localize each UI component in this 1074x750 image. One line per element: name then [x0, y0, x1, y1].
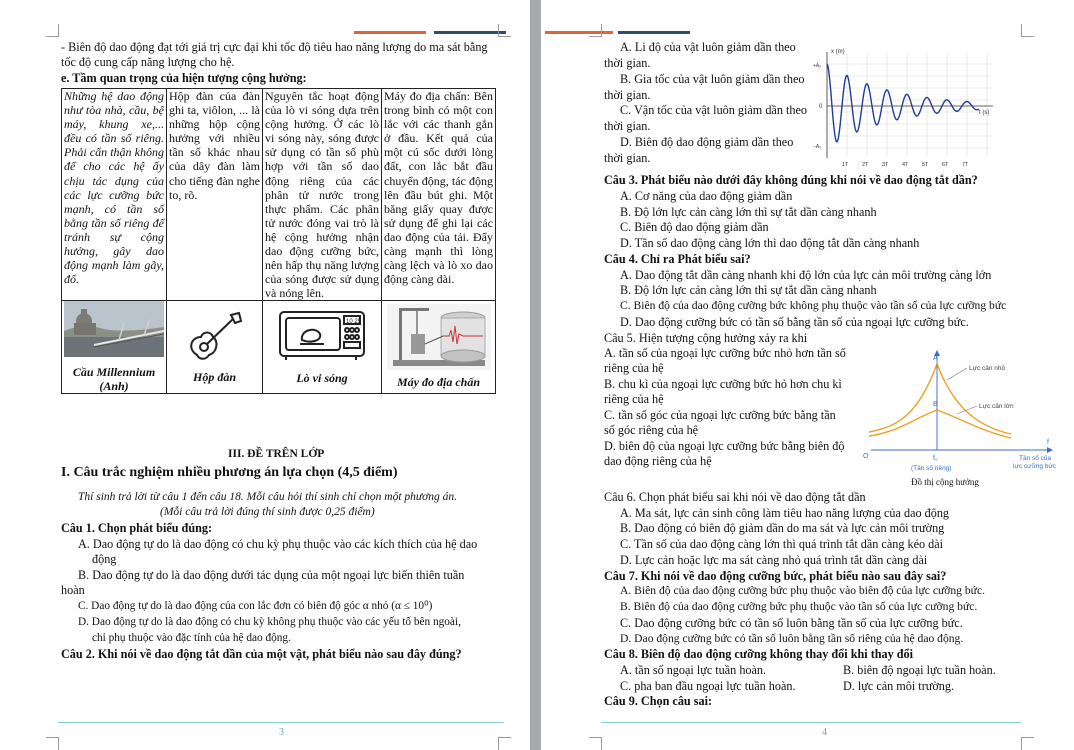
seismograph-icon: [387, 304, 491, 370]
page-number: 4: [822, 727, 827, 738]
graph-y-label: x (m): [831, 49, 845, 55]
crop-mark: [1021, 737, 1034, 750]
graph-label-large-drag: Lực cản lớn: [979, 403, 1014, 410]
crop-mark: [498, 24, 511, 37]
graph-label-f0: f₀: [933, 455, 938, 462]
header-decoration-navy: [434, 31, 506, 34]
question-2: Câu 2. Khi nói về dao động tắt dần của một vật, phát biểu nào sau đây đúng?: [61, 647, 462, 661]
table-cell-guitar: Hộp đàn của đàn ghi ta, viôlon, ... là những hộp cộng hưởng với nhiều tần số khác nhau của dây đàn làm cho tiếng đàn nghe to, rõ.: [167, 89, 263, 301]
question-1-option-c: C. Dao động tự do là dao động của con lắc đơn có biên độ góc α nhỏ (α ≤ 10⁰): [78, 600, 433, 612]
graph-caption: Đồ thị cộng hưởng: [911, 477, 979, 487]
instruction-line: (Mỗi câu trả lời đúng thí sinh được 0,25 điểm): [160, 506, 375, 518]
question-3-option-a: A. Cơ năng của dao động giảm dần: [620, 189, 793, 203]
crop-mark: [1021, 24, 1034, 37]
graph-x-tick: 7T: [962, 162, 969, 168]
graph-x-tick: 5T: [922, 162, 929, 168]
crop-mark: [46, 737, 59, 750]
question-5-option-c: C. tần số góc của ngoại lực cưỡng bức bằng tần: [604, 408, 836, 422]
question-3: Câu 3. Phát biểu nào dưới đây không đúng khi nói về dao động tắt dần?: [604, 173, 978, 187]
graph-x-tick: 3T: [882, 162, 889, 168]
graph-label-small-drag: Lực cản nhỏ: [969, 365, 1006, 372]
graph-label-f: f: [1047, 439, 1049, 446]
section-heading-multiple-choice: I. Câu trắc nghiệm nhiều phương án lựa chọn (4,5 điểm): [61, 465, 398, 480]
question-2-option-c: C. Vận tốc của vật luôn giảm dần theo: [620, 103, 807, 117]
graph-x-label: t (s): [979, 110, 990, 116]
question-8-option-c: C. pha ban đầu ngoại lực tuần hoàn.: [620, 679, 796, 693]
table-cell-microwave-image: [263, 301, 382, 393]
crop-mark: [46, 24, 59, 37]
graph-label-b: B: [933, 401, 938, 408]
table-cell-guitar-image: [167, 301, 263, 393]
question-6: Câu 6. Chọn phát biểu sai khi nói về dao động tắt dần: [604, 490, 866, 504]
question-1-option-a: A. Dao động tự do là dao động có chu kỳ phụ thuộc vào các kích thích của hệ dao: [78, 537, 478, 551]
bridge-photo: [64, 301, 164, 357]
guitar-icon: [183, 309, 247, 363]
question-8-option-a: A. tần số ngoại lực tuần hoàn.: [620, 663, 767, 677]
question-7-option-c: C. Dao động cưỡng bức có tần số luôn bằng tần số của lực cưỡng bức.: [620, 616, 963, 630]
question-1-option-a: động: [92, 552, 117, 566]
question-5-option-d: dao động riêng của hệ: [604, 454, 712, 468]
intro-line: tốc độ cung cấp năng lượng cho hệ.: [61, 55, 235, 69]
question-3-option-b: B. Độ lớn lực cản càng lớn thì sự tắt dần càng nhanh: [620, 205, 877, 219]
microwave-icon: [276, 308, 368, 364]
header-decoration-orange: [354, 31, 426, 34]
header-decoration-orange: [545, 31, 613, 34]
graph-x-tick: 1T: [842, 162, 849, 168]
graph-y-neg: −A₀: [813, 144, 822, 150]
option-continuation: thời gian.: [604, 88, 651, 102]
graph-x-tick: 6T: [942, 162, 949, 168]
question-3-option-d: D. Tần số dao động càng lớn thì dao động tắt dần càng nhanh: [620, 236, 920, 250]
question-5-option-d: D. biên độ của ngoại lực cưỡng bức bằng biên độ: [604, 439, 845, 453]
crop-mark: [589, 737, 602, 750]
question-6-option-d: D. Lực cản hoặc lực ma sát càng nhỏ quá trình tắt dần càng dài: [620, 553, 928, 567]
section-heading-iii: III. ĐỀ TRÊN LỚP: [228, 448, 325, 460]
option-continuation: thời gian.: [604, 119, 651, 133]
graph-y-pos: +A₀: [813, 63, 822, 69]
question-5-option-b: riêng của hệ: [604, 392, 664, 406]
question-5-option-a: A. tần số của ngoại lực cưỡng bức nhỏ hơn tần số: [604, 346, 846, 360]
question-7-option-a: A. Biên độ của dao động cưỡng bức phụ thuộc vào biên độ của lực cưỡng bức.: [620, 584, 985, 597]
image-caption: Hộp đàn: [192, 370, 236, 385]
question-1-option-b: hoàn: [61, 583, 85, 597]
question-7-option-b: B. Biên độ của dao động cưỡng bức phụ thuộc vào tần số của lực cưỡng bức.: [620, 600, 978, 613]
page-3: [0, 0, 530, 750]
question-7-option-d: D. Dao động cưỡng bức có tần số luôn bằng tần số riêng của hệ dao động.: [620, 632, 964, 645]
question-8: Câu 8. Biên độ dao động cưỡng không thay đổi khi thay đổi: [604, 647, 914, 661]
microwave-display: 10 25: [346, 319, 362, 326]
table-cell-seismograph: Máy đo địa chấn: Bên trong bình có một con lắc với các thanh gắn ở đầu. Kết quả của một cú sốc dưới lòng đất, con lắc bắt đầu chuyển động, tác động lên đầu bút ghi. Một băng giấy quay được sử dụng để ghi lại các dao động của tải. Đẩy càng mạnh thì lòng càng lệch và lò xo dao động càng dài.: [382, 89, 496, 301]
option-continuation: thời gian.: [604, 56, 651, 70]
intro-line: - Biên độ dao động đạt tới giá trị cực đại khi tốc độ tiêu hao năng lượng do ma sát bằng: [61, 40, 488, 54]
question-4-option-a: A. Dao động tắt dần càng nhanh khi độ lớn của lực cản môi trường càng lớn: [620, 268, 992, 282]
question-8-option-d: D. lực cản môi trường.: [843, 679, 955, 693]
graph-label-f0-desc: (Tần số riêng): [911, 465, 952, 472]
question-5-option-c: số góc riêng của hệ: [604, 423, 699, 437]
question-6-option-c: C. Tần số của dao động càng lớn thì quá trình tắt dần càng kéo dài: [620, 537, 944, 551]
graph-x-tick: 4T: [902, 162, 909, 168]
question-2-option-d: D. Biên độ dao động giảm dần theo: [620, 135, 794, 149]
question-4-option-d: D. Dao động cưỡng bức có tần số bằng tần số của ngoại lực cưỡng bức.: [620, 315, 969, 329]
graph-label-a: A: [933, 355, 938, 362]
table-cell-buildings: Những hệ dao động như tòa nhà, cầu, bệ máy, khung xe,... đều có tần số riêng. Phải cẩn thận không để cho các hệ ấy chịu tác dụng của các lực cưỡng bức mạnh, có tần số bằng tần số riêng để tránh sự cộng hưởng, gây dao động mạnh làm gãy, đổ.: [62, 89, 167, 301]
graph-label-f-desc: Tần số của: [1019, 455, 1052, 462]
question-5-option-a: riêng của hệ: [604, 361, 664, 375]
question-9: Câu 9. Chọn câu sai:: [604, 694, 713, 708]
question-7: Câu 7. Khi nói về dao động cưỡng bức, phát biểu nào sau đây sai?: [604, 569, 947, 583]
question-1-option-b: B. Dao động tự do là dao động dưới tác dụng của một ngoại lực biến thiên tuần: [78, 568, 465, 582]
footer-line: [601, 722, 1021, 723]
table-cell-microwave: Nguyên tắc hoạt động của lò vi sóng dựa trên cộng hưởng. Ở các lò vi sóng này, sóng được sử dụng có tần số phù hợp với tần số dao động riêng của các phân tử nước trong thực phẩm. Các phân tử nước đóng vai trò là hệ cộng hưởng nhận dao động cưỡng bức, nên hấp thụ năng lượng của sóng được sử dụng và nóng lên.: [263, 89, 382, 301]
question-5-option-b: B. chu kì của ngoại lực cưỡng bức hỏ hơn chu kì: [604, 377, 842, 391]
header-decoration-navy: [618, 31, 690, 34]
instruction-line: Thí sinh trả lời từ câu 1 đến câu 18. Mỗi câu hỏi thí sinh chỉ chọn một phương án.: [78, 491, 458, 503]
crop-mark: [498, 737, 511, 750]
question-4-option-b: B. Độ lớn lực cản càng lớn thì sự tắt dần càng nhanh: [620, 283, 877, 297]
question-4: Câu 4. Chỉ ra Phát biểu sai?: [604, 252, 751, 266]
graph-label-f-desc: lực cưỡng bức: [1013, 463, 1056, 470]
footer-line: [58, 722, 504, 723]
graph-y-zero: 0: [819, 104, 823, 110]
page-4: [541, 0, 1074, 750]
table-cell-seismograph-image: [382, 301, 496, 393]
resonance-graph: [851, 346, 1061, 490]
graph-origin-label: O: [863, 453, 869, 460]
question-2-option-b: B. Gia tốc của vật luôn giảm dần theo: [620, 72, 805, 86]
resonance-table: [61, 88, 496, 394]
question-4-option-c: C. Biên độ của dao động cưỡng bức không phụ thuộc vào tần số của lực cưỡng bức: [620, 299, 1007, 312]
image-caption: Máy đo địa chấn: [396, 375, 480, 390]
section-heading: e. Tầm quan trọng của hiện tượng cộng hưởng:: [61, 71, 307, 85]
question-6-option-a: A. Ma sát, lực cản sinh công làm tiêu hao năng lượng của dao động: [620, 506, 950, 520]
question-1-option-d: D. Dao động tự do là dao động có chu kỳ không phụ thuộc vào các yếu tố bên ngoài,: [78, 616, 461, 628]
question-6-option-b: B. Dao động có biên độ giảm dần do ma sát và lực cản môi trường: [620, 521, 945, 535]
question-3-option-c: C. Biên độ dao động giảm dần: [620, 220, 769, 234]
question-5: Câu 5. Hiện tượng cộng hưởng xảy ra khi: [604, 331, 808, 345]
question-2-option-a: A. Li độ của vật luôn giảm dần theo: [620, 40, 796, 54]
image-caption: Cầu Millennium (Anh): [72, 364, 156, 393]
table-cell-bridge-image: [62, 301, 167, 393]
question-1-option-d: chỉ phụ thuộc vào đặc tính của hệ dao động.: [92, 632, 291, 644]
option-continuation: thời gian.: [604, 151, 651, 165]
crop-mark: [589, 24, 602, 37]
question-1: Câu 1. Chọn phát biểu đúng:: [61, 521, 213, 535]
damped-oscillation-graph: [811, 44, 999, 172]
page-number: 3: [279, 727, 284, 738]
question-8-option-b: B. biên độ ngoại lực tuần hoàn.: [843, 663, 996, 677]
graph-x-tick: 2T: [862, 162, 869, 168]
image-caption: Lò vi sóng: [296, 371, 348, 386]
